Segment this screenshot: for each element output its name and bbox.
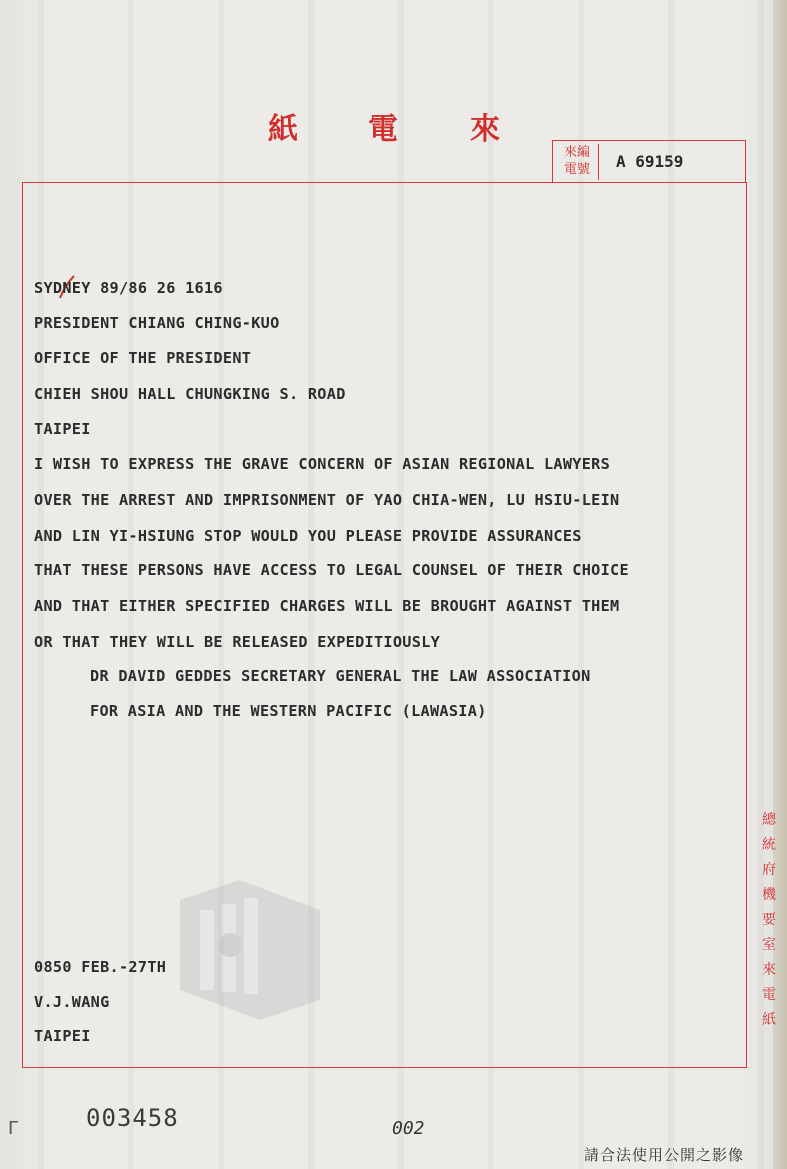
receipt-time: 0850 FEB.-27TH (34, 958, 167, 976)
telegram-line: TAIPEI (34, 420, 91, 438)
serial-label-bottom: 電號 (563, 162, 590, 177)
telegram-line: AND LIN YI-HSIUNG STOP WOULD YOU PLEASE PROVIDE ASSURANCES (34, 527, 582, 545)
receipt-city: TAIPEI (34, 1027, 91, 1045)
telegram-line: SYDNEY 89/86 26 1616 (34, 279, 223, 297)
usage-notice: 請合法使用公開之影像 (584, 1146, 745, 1164)
telegram-line: CHIEH SHOU HALL CHUNGKING S. ROAD (34, 385, 346, 403)
serial-label-top: 來編 (563, 145, 590, 160)
telegram-line: OFFICE OF THE PRESIDENT (34, 349, 252, 367)
receipt-operator: V.J.WANG (34, 993, 110, 1011)
serial-label (556, 144, 599, 180)
telegram-line: THAT THESE PERSONS HAVE ACCESS TO LEGAL COUNSEL OF THEIR CHOICE (34, 561, 629, 579)
corner-mark: ᒥ (8, 1118, 19, 1139)
archive-number: 003458 (86, 1104, 179, 1132)
form-title (0, 104, 787, 147)
signature-line: FOR ASIA AND THE WESTERN PACIFIC (LAWASIA) (90, 702, 487, 720)
signature-line: DR DAVID GEDDES SECRETARY GENERAL THE LAW ASSOCIATION (90, 667, 591, 685)
form-title-char: 紙 (268, 112, 298, 147)
telegram-line: AND THAT EITHER SPECIFIED CHARGES WILL BE BROUGHT AGAINST THEM (34, 597, 620, 615)
archive-watermark-icon (170, 870, 330, 1020)
telegram-line: OR THAT THEY WILL BE RELEASED EXPEDITIOUSLY (34, 633, 441, 651)
telegram-line: PRESIDENT CHIANG CHING-KUO (34, 314, 280, 332)
page-number: 002 (392, 1118, 425, 1139)
form-title-char: 來 (470, 112, 500, 147)
telegram-line: I WISH TO EXPRESS THE GRAVE CONCERN OF ASIAN REGIONAL LAWYERS (34, 455, 611, 473)
serial-number: A 69159 (616, 152, 684, 171)
office-side-label: 總統府機要室來電紙 (762, 812, 776, 1028)
telegram-line: OVER THE ARREST AND IMPRISONMENT OF YAO CHIA-WEN, LU HSIU-LEIN (34, 491, 620, 509)
form-title-char: 電 (368, 112, 398, 147)
